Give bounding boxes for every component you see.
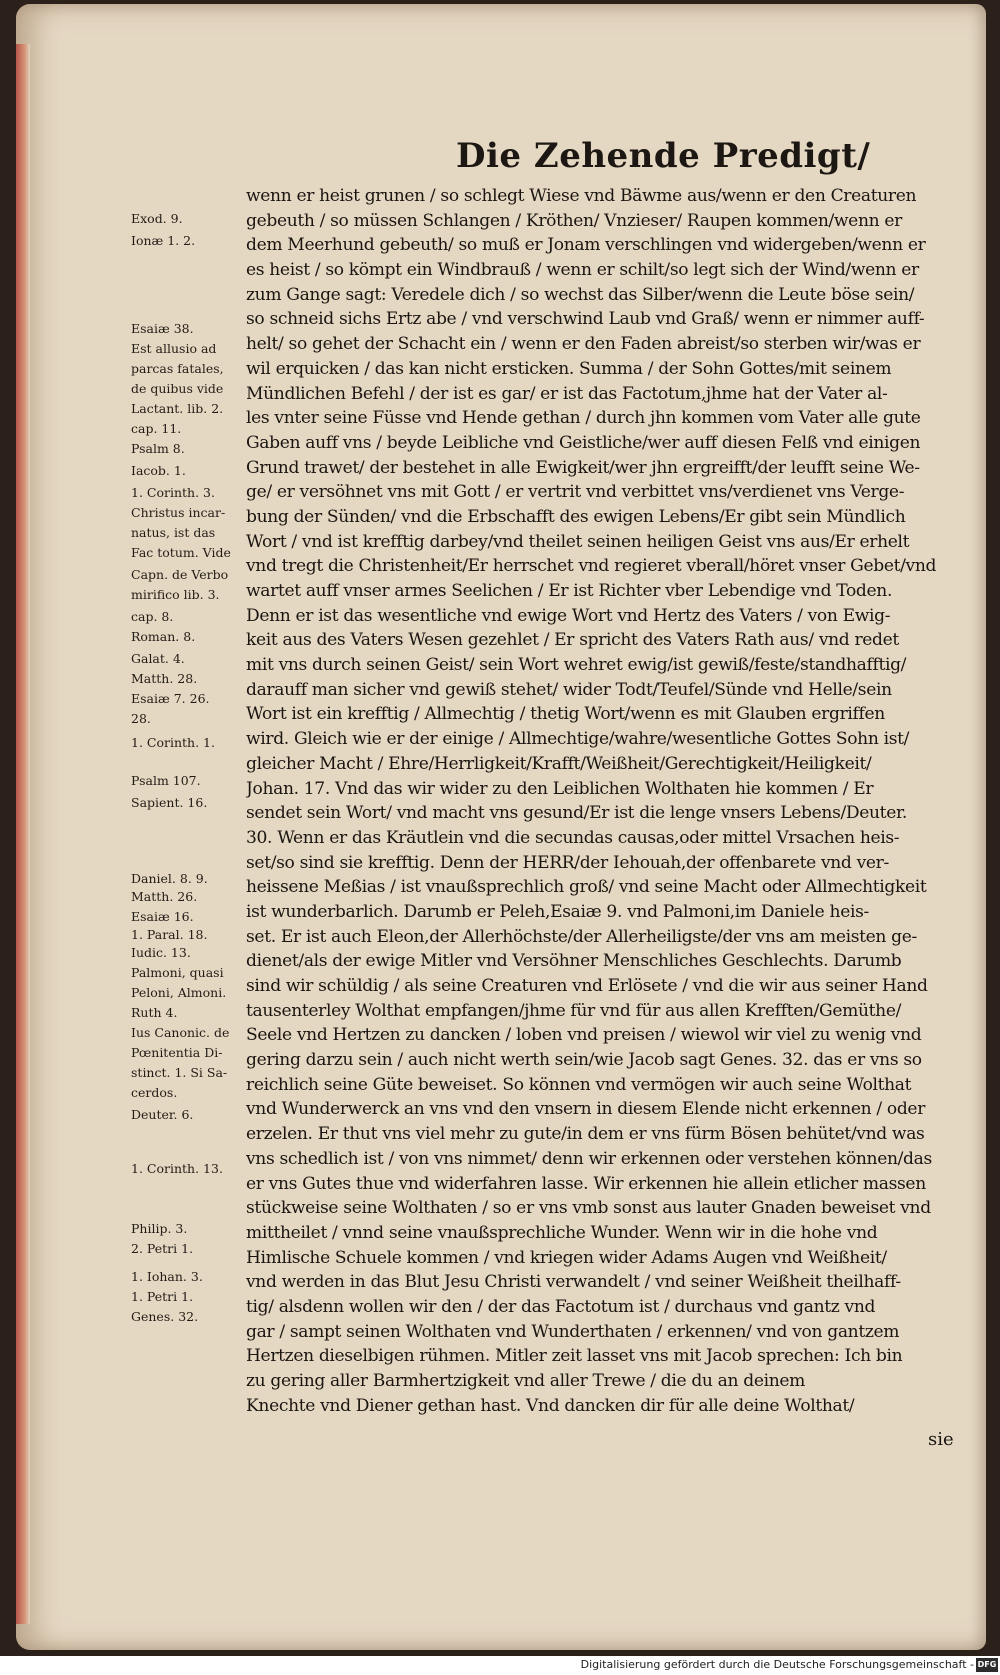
margin-note: 28. (131, 711, 151, 726)
text-line: keit aus des Vaters Wesen gezehlet / Er spricht des Vaters Rath aus/ vnd redet (246, 630, 899, 651)
text-line: Grund trawet/ der bestehet in alle Ewigkeit/wer jhn ergreifft/der leufft seine We- (246, 457, 920, 478)
margin-note: Iudic. 13. (131, 945, 191, 960)
text-line: Johan. 17. Vnd das wir wider zu den Leiblichen Wolthaten hie kommen / Er (246, 778, 874, 799)
text-line: vnd tregt die Christenheit/Er herrschet vnd regieret vberall/höret vnser Gebet/vnd (246, 556, 937, 577)
margin-note: 2. Petri 1. (131, 1241, 194, 1256)
text-line: Seele vnd Hertzen zu dancken / loben vnd preisen / wiewol wir viel zu wenig vnd (246, 1025, 922, 1046)
text-line: ge/ er versöhnet vns mit Gott / er vertrit vnd verbittet vns/verdienet vns Verge- (246, 482, 905, 503)
text-line: tig/ alsdenn wollen wir den / der das Factotum ist / durchaus vnd gantz vnd (246, 1296, 876, 1317)
text-line: gebeuth / so müssen Schlangen / Kröthen/ Vnzieser/ Raupen kommen/wenn er (246, 210, 902, 231)
text-line: reichlich seine Güte beweiset. So können vnd vermögen wir auch seine Wolthat (246, 1074, 912, 1095)
footer-credit: Digitalisierung gefördert durch die Deutsche Forschungsgemeinschaft - (580, 1658, 974, 1671)
text-line: dem Meerhund gebeuth/ so muß er Jonam verschlingen vnd widergeben/wenn er (246, 235, 926, 256)
text-line: Himlische Schuele kommen / vnd kriegen wider Adams Augen vnd Weißheit/ (246, 1247, 887, 1268)
margin-note: Matth. 26. (131, 889, 198, 904)
margin-note: Psalm 8. (131, 441, 185, 456)
margin-note: Ruth 4. (131, 1005, 178, 1020)
margin-note: Roman. 8. (131, 629, 196, 644)
margin-note: Palmoni, quasi (131, 965, 224, 980)
margin-note: Ionæ 1. 2. (131, 233, 196, 248)
text-line: tausenterley Wolthat empfangen/jhme für vnd für aus allen Krefften/Gemüthe/ (246, 1000, 901, 1021)
margin-note: Capn. de Verbo (131, 567, 229, 582)
text-line: wird. Gleich wie er der einige / Allmechtige/wahre/wesentliche Gottes Sohn ist/ (246, 729, 910, 750)
book-page (16, 4, 986, 1650)
text-line: Gaben auff vns / beyde Leibliche vnd Geistliche/wer auff diesen Felß vnd einigen (246, 432, 921, 453)
text-line: mittheilet / vnnd seine vnaußsprechliche Wunder. Wenn wir in die hohe vnd (246, 1222, 878, 1243)
margin-note: mirifico lib. 3. (131, 587, 220, 602)
margin-note: 1. Iohan. 3. (131, 1269, 203, 1284)
margin-note: Christus incar- (131, 505, 226, 520)
margin-note: Galat. 4. (131, 651, 185, 666)
margin-note: Fac totum. Vide (131, 545, 231, 560)
text-line: 30. Wenn er das Kräutlein vnd die secundas causas,oder mittel Vrsachen heis- (246, 827, 900, 848)
margin-note: cerdos. (131, 1085, 178, 1100)
text-line: les vnter seine Füsse vnd Hende gethan / durch jhn kommen vom Vater alle gute (246, 408, 921, 429)
text-line: mit vns durch seinen Geist/ sein Wort wehret ewig/ist gewiß/feste/standhafftig/ (246, 655, 907, 676)
margin-note: stinct. 1. Si Sa- (131, 1065, 228, 1080)
margin-note: Esaiæ 38. (131, 321, 194, 336)
text-line: wil erquicken / das kan nicht ersticken. Summa / der Sohn Gottes/mit seinem (246, 358, 892, 379)
margin-note: Psalm 107. (131, 773, 201, 788)
margin-note: parcas fatales, (131, 361, 224, 376)
text-line: Denn er ist das wesentliche vnd ewige Wort vnd Hertz des Vaters / von Ewig- (246, 605, 891, 626)
dfg-logo: DFG (976, 1658, 998, 1672)
text-line: Mündlichen Befehl / der ist es gar/ er ist das Factotum,jhme hat der Vater al- (246, 383, 888, 404)
margin-note: 1. Corinth. 3. (131, 485, 215, 500)
margin-note: Deuter. 6. (131, 1107, 194, 1122)
margin-note: cap. 11. (131, 421, 182, 436)
text-line: wenn er heist grunen / so schlegt Wiese vnd Bäwme aus/wenn er den Creaturen (246, 186, 917, 206)
text-line: zum Gange sagt: Veredele dich / so wechst das Silber/wenn die Leute böse sein/ (246, 284, 915, 305)
text-line: gering darzu sein / auch nicht werth sein/wie Jacob sagt Genes. 32. das er vns so (246, 1050, 922, 1071)
text-line: Hertzen dieselbigen rühmen. Mitler zeit lasset vns mit Jacob sprechen: Ich bin (246, 1346, 903, 1367)
footer-bar (0, 1656, 1000, 1675)
page-edge (16, 44, 30, 1624)
margin-note: Sapient. 16. (131, 795, 208, 810)
margin-note: Daniel. 8. 9. (131, 871, 208, 886)
text-line: erzelen. Er thut vns viel mehr zu gute/in dem er vns fürm Bösen behütet/vnd was (246, 1124, 925, 1145)
text-line: so schneid sichs Ertz abe / vnd verschwind Laub vnd Graß/ wenn er nimmer auff- (246, 309, 925, 330)
margin-note: Genes. 32. (131, 1309, 199, 1324)
margin-note: Lactant. lib. 2. (131, 401, 224, 416)
body-text (246, 184, 966, 1418)
text-line: ist wunderbarlich. Darumb er Peleh,Esaiæ 9. vnd Palmoni,im Daniele heis- (246, 901, 869, 922)
text-line: sind wir schüldig / als seine Creaturen vnd Erlösete / vnd die wir aus seiner Hand (246, 976, 928, 996)
margin-note: Pœnitentia Di- (131, 1045, 223, 1060)
margin-note: de quibus vide (131, 381, 224, 396)
text-line: darauff man sicher vnd gewiß stehet/ wider Todt/Teufel/Sünde vnd Helle/sein (246, 679, 892, 700)
text-line: helt/ so gehet der Schacht ein / wenn er den Faden abreist/so sterben wir/was er (246, 334, 921, 355)
margin-note: 1. Paral. 18. (131, 927, 208, 942)
margin-note: 1. Corinth. 1. (131, 735, 215, 750)
text-line: Wort / vnd ist krefftig darbey/vnd theilet seinen heiligen Geist vns aus/Er erhelt (246, 531, 910, 552)
text-line: zu gering aller Barmhertzigkeit vnd aller Trewe / die du an deinem (246, 1371, 806, 1391)
margin-note: Iacob. 1. (131, 463, 186, 478)
text-line: Wort ist ein krefftig / Allmechtig / thetig Wort/wenn es mit Glauben ergriffen (246, 704, 885, 725)
text-line: gleicher Macht / Ehre/Herrligkeit/Krafft/Weißheit/Gerechtigkeit/Heiligkeit/ (246, 753, 872, 774)
margin-note: Exod. 9. (131, 211, 183, 226)
text-line: es heist / so kömpt ein Windbrauß / wenn er schilt/so legt sich der Wind/wenn er (246, 260, 919, 281)
margin-note: Esaiæ 16. (131, 909, 194, 924)
margin-note: Est allusio ad (131, 341, 217, 356)
text-line: wartet auff vnser armes Seelichen / Er ist Richter vber Lebendige vnd Toden. (246, 581, 893, 601)
running-head: Die Zehende Predigt/ (456, 136, 871, 176)
text-line: heissene Meßias / ist vnaußsprechlich groß/ vnd seine Macht oder Allmechtigkeit (246, 877, 927, 898)
margin-note: Philip. 3. (131, 1221, 188, 1236)
text-line: er vns Gutes thue vnd widerfahren lasse. Wir erkennen hie allein etlicher massen (246, 1173, 926, 1194)
text-line: dienet/als der ewige Mitler vnd Versöhner Menschliches Geschlechts. Darumb (246, 951, 902, 972)
text-line: vnd Wunderwerck an vns vnd den vnsern in diesem Elende nicht erkennen / oder (246, 1099, 926, 1120)
catchword: sie (928, 1429, 954, 1450)
text-line: gar / sampt seinen Wolthaten vnd Wunderthaten / erkennen/ vnd von gantzem (246, 1321, 900, 1342)
margin-note: Ius Canonic. de (131, 1025, 230, 1040)
text-line: vnd werden in das Blut Jesu Christi verwandelt / vnd seiner Weißheit theilhaff- (246, 1272, 901, 1293)
margin-note: Matth. 28. (131, 671, 198, 686)
text-line: set/so sind sie krefftig. Denn der HERR/der Iehouah,der offenbarete vnd ver- (246, 852, 889, 873)
margin-note: 1. Corinth. 13. (131, 1161, 223, 1176)
text-line: bung der Sünden/ vnd die Erbschafft des ewigen Lebens/Er gibt sein Mündlich (246, 506, 906, 527)
text-line: stückweise seine Wolthaten / so er vns vmb sonst aus lauter Gnaden beweiset vnd (246, 1198, 931, 1219)
text-line: sendet sein Wort/ vnd macht vns gesund/Er ist die lenge vnsers Lebens/Deuter. (246, 803, 907, 824)
text-line: set. Er ist auch Eleon,der Allerhöchste/der Allerheiligste/der vns am meisten ge- (246, 926, 917, 947)
margin-note: cap. 8. (131, 609, 174, 624)
margin-note: 1. Petri 1. (131, 1289, 194, 1304)
text-line: vns schedlich ist / von vns nimmet/ denn wir erkennen oder verstehen können/das (246, 1148, 932, 1169)
margin-note: Peloni, Almoni. (131, 985, 227, 1000)
margin-note: Esaiæ 7. 26. (131, 691, 210, 706)
text-line: Knechte vnd Diener gethan hast. Vnd dancken dir für alle deine Wolthat/ (246, 1395, 855, 1416)
margin-note: natus, ist das (131, 525, 216, 540)
